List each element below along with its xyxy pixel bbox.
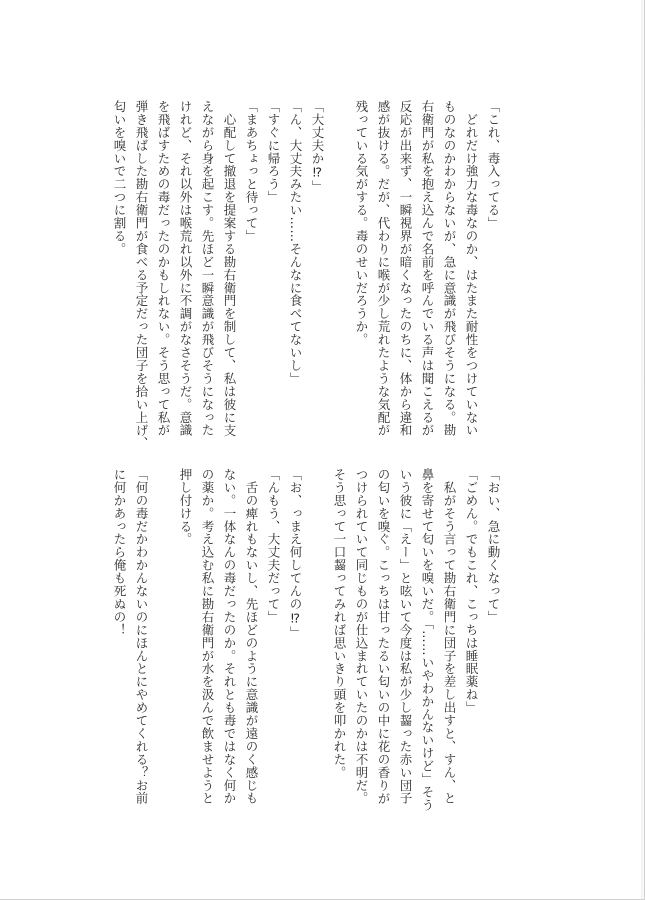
text-line: 鼻を寄せて匂いを嗅いだ。「……いやわかんないけど」そう (420, 468, 435, 812)
text-line: ない。一体なんの毒だったのか。それとも毒ではなく何か (222, 468, 237, 805)
text-line: 私がそう言って勘右衛門に団子を差し出すと、すん、と (442, 468, 457, 805)
text-line: 残っている気がする。毒のせいだろうか。 (354, 100, 369, 347)
text-line: ものなのかわからないが、急に意識が飛びそうになる。勘 (442, 100, 457, 437)
text-line: 心配して撤退を提案する勘右衛門を制して、私は彼に支 (222, 100, 237, 437)
text-line: に何かあったら俺も死ぬの！ (112, 468, 127, 637)
text-line: えながら身を起こす。先ほど一瞬意識が飛びそうになった (200, 100, 215, 437)
text-line: 感が抜ける。だが、代わりに喉が少し荒れたような気配が (376, 100, 391, 437)
text-line: 舌の痺れもないし、先ほどのように意識が遠のく感じも (244, 468, 259, 805)
text-line: 右衛門が私を抱え込んで名前を呼んでいる声は聞こえるが (420, 100, 435, 437)
text-line: 「大丈夫か⁉」 (310, 100, 325, 194)
text-line: 反応が出来ず、一瞬視界が暗くなったのちに、体から違和 (398, 100, 413, 437)
text-line: を飛ばすための毒だったのかもしれない。そう思って私が (156, 100, 171, 437)
text-line: いう彼に「えー」と呟いて今度は私が少し齧った赤い団子 (398, 468, 413, 805)
text-line: どれだけ強力な毒なのか、はたまた耐性をつけていない (464, 100, 479, 437)
line-gap (306, 468, 328, 828)
text-line: 「すぐに帰ろう」 (266, 100, 281, 204)
text-line: 弾き飛ばした勘右衛門が食べる予定だった団子を拾い上げ、 (134, 100, 149, 450)
text-line: 「何の毒だかわかんないのにほんとにやめてくれる？お前 (134, 468, 149, 805)
line-gap (152, 468, 174, 828)
text-line: 「これ、毒入ってる」 (486, 100, 501, 230)
text-line: 「お、っまえ何してんの⁉」 (288, 468, 303, 639)
text-line: の薬か。考え込む私に勘右衛門が水を汲んで飲ませようと (200, 468, 215, 805)
line-gap (328, 100, 350, 460)
text-line: そう思って一口齧ってみれば思いきり頭を叩かれた。 (332, 468, 347, 779)
text-line: 「おい、急に動くなって」 (486, 468, 501, 624)
text-line: 押し付ける。 (178, 468, 193, 546)
text-line: けれど、それ以外は喉荒れ以外に不調がなさそうだ。意識 (178, 100, 193, 437)
text-line: 匂いを嗅いで二つに割る。 (112, 100, 127, 256)
bottom-text-block (108, 468, 504, 828)
text-line: 「ん、大丈夫みたい……そんなに食べてないし」 (288, 100, 303, 385)
text-line: 「ごめん。でもこれ、こっちは睡眠薬ね」 (464, 468, 479, 715)
text-line: の匂いを嗅ぐ。こっちは甘ったるい匂いの中に花の香りが (376, 468, 391, 805)
text-line: 「んもう、大丈夫だって」 (266, 468, 281, 624)
text-line: 「まあちょっと待って」 (244, 100, 259, 243)
top-text-block (108, 100, 504, 460)
text-line: つけられていて同じものが仕込まれていたのかは不明だ。 (354, 468, 369, 805)
